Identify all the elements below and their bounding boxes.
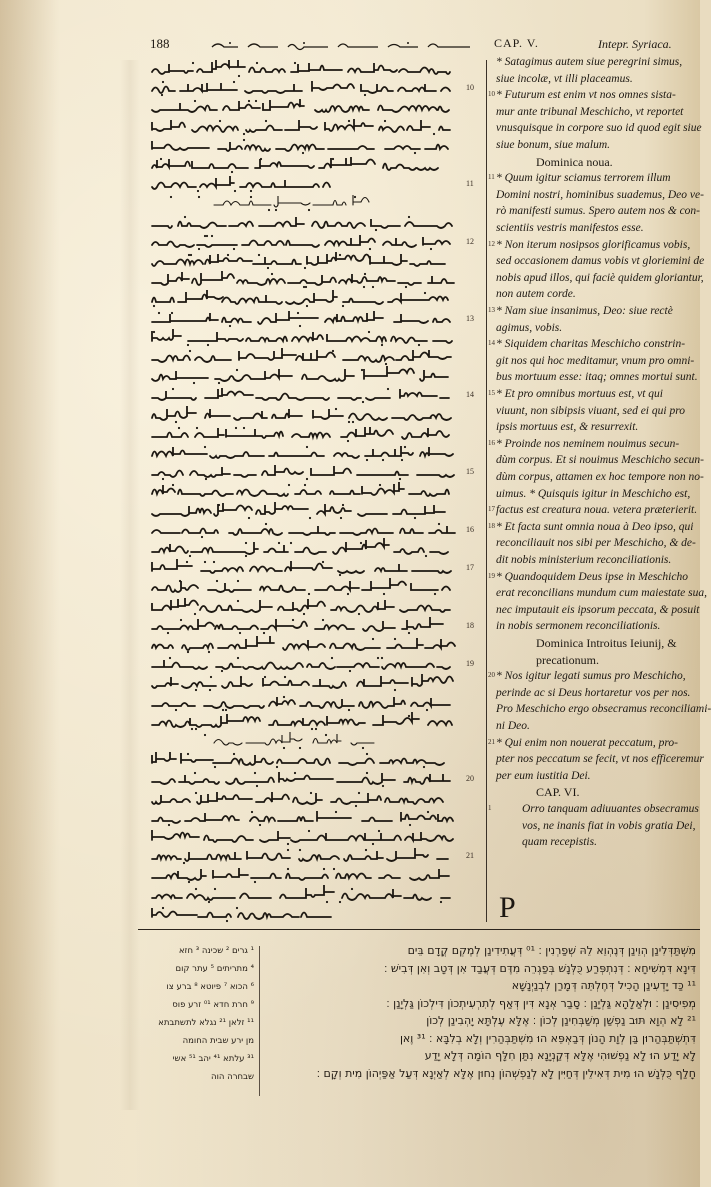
syriac-script-image (144, 194, 374, 212)
syriac-line (144, 809, 454, 827)
syriac-script-image (144, 233, 454, 251)
latin-line: mur ante tribunal Meschicho, vt reportet (496, 105, 684, 118)
syriac-script-image (144, 98, 454, 116)
hebrew-line: ¹² לָא הְוָא תּוּב נַפְשַׁן מְשַׁבְּחִינַן לְכוֹן ׃ אֶלָּא עֶלְתָּא יָהְבִינַן לְכוֹן (426, 1014, 696, 1027)
syriac-script-image (144, 828, 454, 846)
latin-verse-number: 17 (488, 505, 495, 514)
hebrew-column-divider (259, 946, 260, 1096)
syriac-line (144, 252, 454, 270)
latin-line: CAP. VI. (536, 785, 580, 800)
syriac-line (144, 156, 454, 174)
syriac-script-image (144, 156, 454, 174)
latin-line: bus mortuum esse: itaq; omnes mortui sunt. (496, 371, 698, 384)
latin-line: Dominica noua. (536, 154, 613, 169)
syriac-script-image (144, 866, 454, 884)
syriac-script-image (144, 578, 454, 596)
syriac-text-column (144, 60, 460, 922)
latin-verse-number: 21 (488, 737, 495, 746)
latin-line: vnusquisque in corpore suo id quod egit siue (496, 122, 702, 135)
latin-line: Pro Meschicho ergo obsecramus reconciliami- (496, 703, 711, 716)
chapter-heading: CAP. V. (494, 36, 539, 50)
syriac-script-image (208, 39, 478, 51)
syriac-line (144, 636, 454, 654)
syriac-script-image (144, 214, 454, 232)
latin-line: * Non iterum nosipsos glorificamus vobis, (496, 238, 691, 251)
syriac-verse-number: 13 (466, 313, 474, 323)
latin-line: siue incolæ, vt illi placeamus. (496, 72, 633, 85)
latin-line: dit nobis ministerium reconciliationis. (496, 554, 672, 566)
syriac-script-image (144, 386, 454, 404)
latin-verse-number: 1 (488, 804, 492, 812)
syriac-script-image (144, 118, 454, 136)
syriac-script-image (144, 790, 454, 808)
syriac-script-image (144, 271, 454, 289)
latin-line: nobis apud illos, qui faciè quidem gloriantur, (496, 271, 704, 284)
latin-verse-number: 15 (488, 389, 495, 397)
syriac-line (144, 790, 454, 808)
syriac-verse-number: 20 (466, 774, 474, 784)
syriac-line (144, 406, 454, 424)
syriac-script-image (144, 175, 334, 193)
hebrew-gloss-line: ⁶ הכוא ⁷ פיוטא ⁸ ברע צו (166, 982, 254, 992)
syriac-verse-number: 14 (466, 390, 474, 400)
syriac-line (144, 214, 454, 232)
latin-line: * Satagimus autem siue peregrini simus, (496, 56, 683, 68)
hebrew-gloss-line: ⁹ חרת חדא ¹⁰ זרע פוס (172, 1000, 254, 1010)
syriac-script-image (144, 617, 454, 635)
syriac-script-image (144, 886, 454, 904)
syriac-script-image (144, 502, 454, 520)
latin-text-column (488, 55, 711, 925)
syriac-running-head (208, 38, 478, 50)
drop-cap: P (499, 891, 516, 924)
hebrew-line: דִּתְשְׁתַּבְּהַרוּן בַּן לְוָת הָנוֹן דְּבַאְפֵּא הוּ מִשְׁתַּבְּהַרִין וְלָא בְלִבָּא ׃ ¹³ וֶאן (399, 1031, 696, 1045)
syriac-line (144, 137, 454, 155)
syriac-line (144, 905, 334, 923)
syriac-line (144, 521, 454, 539)
latin-line: per eum iustitia Dei. (496, 769, 591, 782)
hebrew-line: מְפִיסִינַן ׃ וּלְאַלָהָא גַּלְיָנַן ׃ סָבַר אְנָא דִּין דְּאַף לְתִרְעִיתְכוֹן דִּילְכוֹן גַּלְיָנַן ׃ (386, 996, 696, 1010)
latin-line: pter nos peccatum se fecit, vt nos efficeremur (496, 753, 704, 766)
syriac-script-image (144, 79, 454, 97)
syriac-verse-number: 18 (466, 620, 474, 630)
syriac-line (144, 847, 454, 865)
latin-line: Domini nostri, hominibus suademus, Deo ve- (496, 188, 704, 201)
hebrew-gloss-line: מן ירע שבית החומה (182, 1036, 254, 1046)
hebrew-line: לָא יָדַע הוּ לָא נַפְשׁוּהִי אֶלָּא דְּקַנְיָנָא נִתַּן חִלָּף הוֹמָה דְּלָא יָדַע (424, 1049, 696, 1062)
latin-line: quam recepistis. (522, 836, 597, 849)
syriac-line (144, 60, 454, 78)
syriac-line (144, 367, 454, 385)
syriac-line (144, 175, 334, 193)
syriac-line (144, 559, 454, 577)
syriac-script-image (144, 713, 454, 731)
latin-verse-number: 14 (488, 339, 495, 348)
syriac-line (144, 233, 454, 251)
latin-line: * Nos igitur legati sumus pro Meschicho, (496, 670, 686, 683)
latin-line: erat reconcilians mundum cum maiestate sua, (496, 587, 708, 600)
syriac-script-image (144, 521, 454, 539)
syriac-line (144, 655, 454, 673)
latin-line: Orro tanquam adiuuantes obsecramus (522, 803, 699, 815)
latin-line: in nobis sermonem reconciliationis. (496, 620, 661, 633)
syriac-line (144, 271, 454, 289)
latin-line: precationum. (536, 652, 599, 667)
syriac-line (144, 118, 454, 136)
syriac-script-image (144, 636, 454, 654)
syriac-line (144, 886, 454, 904)
syriac-script-image (144, 655, 454, 673)
syriac-line (144, 617, 454, 635)
latin-line: sed occasionem damus vobis vt gloriemini de (496, 255, 705, 268)
latin-line: scientiis vestris manifestos esse. (496, 222, 644, 234)
syriac-script-image (144, 406, 454, 424)
footnote-divider (138, 929, 700, 930)
syriac-line (144, 828, 454, 846)
syriac-verse-number: 12 (466, 236, 474, 246)
syriac-script-image (144, 290, 454, 308)
hebrew-gloss-line: ¹ גרים ² שכינה ³ חזא (178, 946, 254, 956)
latin-verse-number: 10 (488, 90, 495, 99)
column-divider (486, 60, 487, 922)
syriac-verse-number: 21 (466, 851, 474, 861)
syriac-script-image (144, 482, 454, 500)
latin-line: * Proinde nos neminem nouimus secun- (496, 437, 680, 450)
latin-line: vos, ne inanis fiat in vobis gratia Dei, (522, 819, 696, 832)
syriac-line (144, 694, 454, 712)
syriac-line (144, 194, 374, 212)
latin-line: * Siquidem charitas Meschicho constrin- (496, 338, 686, 351)
syriac-line (144, 444, 454, 462)
syriac-verse-number: 19 (466, 659, 474, 669)
syriac-line (144, 578, 454, 596)
syriac-script-image (144, 367, 454, 385)
syriac-line (144, 310, 454, 328)
syriac-script-image (144, 348, 454, 366)
latin-line: ni Deo. (496, 720, 530, 732)
page-number: 188 (150, 36, 170, 51)
latin-line: factus est creatura noua. vetera præterierit. (496, 504, 698, 517)
syriac-line (144, 502, 454, 520)
syriac-script-image (144, 598, 454, 616)
latin-line: * Quum igitur sciamus terrorem illum (496, 172, 671, 185)
latin-line: siue bonum, siue malum. (496, 139, 611, 151)
page-gutter-shadow (0, 0, 60, 1187)
hebrew-gloss-line: ¹³ עלתא ¹⁴ יהב ¹⁵ אשי (172, 1054, 254, 1064)
hebrew-line: מִשְׁתַּדְּלִינַן הְוֵינַן דְּנֶהְוֵא לֵהּ שְׁפַרְנִין ׃ ¹⁰ דְּעֲתִידִינַן לְמֶקְם קֳדָם בֵּים (407, 944, 696, 957)
syriac-script-image (144, 674, 454, 692)
latin-line: * Et pro omnibus mortuus est, vt qui (496, 388, 663, 400)
syriac-line (144, 329, 454, 347)
latin-verse-number: 11 (488, 173, 495, 182)
latin-line: dùm corpus. Et si nouimus Meschicho secun- (496, 454, 704, 467)
syriac-script-image (144, 732, 374, 750)
syriac-script-image (144, 329, 454, 347)
latin-line: rò manifesti sumus. Spero autem nos & con- (496, 205, 701, 218)
latin-verse-number: 16 (488, 438, 495, 447)
syriac-script-image (144, 770, 454, 788)
hebrew-line: ¹¹ כַּד יָדְעִינַן הָכִיל דְּחֶלְתֵּה דְּמָרַן לִבְנַיְנָשָׁא (511, 979, 696, 992)
latin-verse-number: 12 (488, 239, 495, 248)
hebrew-gloss-line: ¹¹ זלאן ¹² נגלא לתשתבתא (158, 1018, 254, 1028)
syriac-line (144, 463, 454, 481)
latin-line: * Quandoquidem Deus ipse in Meschicho (496, 570, 688, 583)
syriac-script-image (144, 847, 454, 865)
latin-line: non autem corde. (496, 288, 576, 301)
latin-line: git nos qui hoc meditamur, vnum pro omni- (496, 354, 695, 367)
syriac-line (144, 98, 454, 116)
syriac-script-image (144, 694, 454, 712)
syriac-line (144, 386, 454, 404)
section-heading: Intepr. Syriaca. (598, 37, 672, 51)
syriac-line (144, 598, 454, 616)
syriac-script-image (144, 137, 454, 155)
syriac-line (144, 79, 454, 97)
syriac-script-image (144, 444, 454, 462)
syriac-line (144, 770, 454, 788)
syriac-verse-number: 15 (466, 467, 474, 477)
syriac-script-image (144, 60, 454, 78)
syriac-script-image (144, 425, 454, 443)
latin-line: dùm corpus, attamen ex hoc tempore non no- (496, 471, 704, 483)
latin-line: * Nam siue insanimus, Deo: siue rectè (496, 305, 673, 317)
latin-line: * Et facta sunt omnia noua à Deo ipso, qui (496, 520, 694, 533)
syriac-verse-number: 17 (466, 563, 474, 573)
syriac-verse-number: 10 (466, 83, 474, 93)
latin-line: * Qui enim non nouerat peccatum, pro- (496, 736, 678, 749)
latin-line: perinde ac si Deus hortaretur vos per nos. (496, 686, 691, 699)
latin-verse-number: 13 (488, 306, 495, 314)
syriac-verse-number: 16 (466, 524, 474, 534)
syriac-script-image (144, 252, 454, 270)
syriac-script-image (144, 559, 454, 577)
syriac-line (144, 751, 454, 769)
hebrew-gloss-line: ⁴ מתריתים ⁵ עתר קום (175, 964, 254, 974)
syriac-script-image (144, 540, 454, 558)
latin-line: nec imputauit eis ipsorum peccata, & posuit (496, 603, 700, 616)
syriac-line (144, 482, 454, 500)
latin-line: reconciliauit nos sibi per Meschicho, & de- (496, 537, 696, 550)
hebrew-gloss-line: שבחרה הוה (211, 1072, 254, 1082)
syriac-line (144, 674, 454, 692)
hebrew-line: חָלַף כֻּלְּנָשׁ הוּ מִית דְּאִילֵין דְּחַיִּין לָא לְנַפְשְׁהוֹן נְחוּן אֶלָּא לְאַיְנָא דְּעַל אַפַּיְהוֹן מִית וְקָם ׃ (316, 1066, 696, 1080)
syriac-line (144, 732, 374, 750)
latin-line: Dominica Introitus Ieiunij, & (536, 636, 677, 650)
latin-line: agimus, vobis. (496, 321, 563, 334)
page-shading (120, 60, 140, 1110)
latin-verse-number: 20 (488, 671, 495, 680)
syriac-line (144, 540, 454, 558)
syriac-script-image (144, 751, 454, 769)
syriac-script-image (144, 905, 334, 923)
latin-line: ipsis mortuus est, & resurrexit. (496, 421, 639, 434)
latin-verse-number: 19 (488, 571, 495, 580)
syriac-line (144, 425, 454, 443)
syriac-line (144, 348, 454, 366)
latin-verse-number: 18 (488, 521, 495, 530)
hebrew-line: דִּינָא דִּמְשִׁיחָא ׃ דְּנִתְפְּרַע כֻּלְּנָשׁ בְּפַגְרֵה מִדֶּם דְּעֲבַד אִן דְּטָב וְאִן דְּבִישׁ ׃ (384, 961, 696, 975)
syriac-script-image (144, 463, 454, 481)
syriac-script-image (144, 310, 454, 328)
latin-line: viuunt, non sibipsis viuant, sed ei qui pro (496, 404, 685, 417)
latin-line: * Futurum est enim vt nos omnes sista- (496, 89, 676, 102)
syriac-line (144, 866, 454, 884)
syriac-verse-number: 11 (466, 179, 474, 189)
latin-line: uimus. * Quisquis igitur in Meschicho est, (496, 487, 691, 500)
syriac-script-image (144, 809, 454, 827)
syriac-line (144, 713, 454, 731)
syriac-line (144, 290, 454, 308)
